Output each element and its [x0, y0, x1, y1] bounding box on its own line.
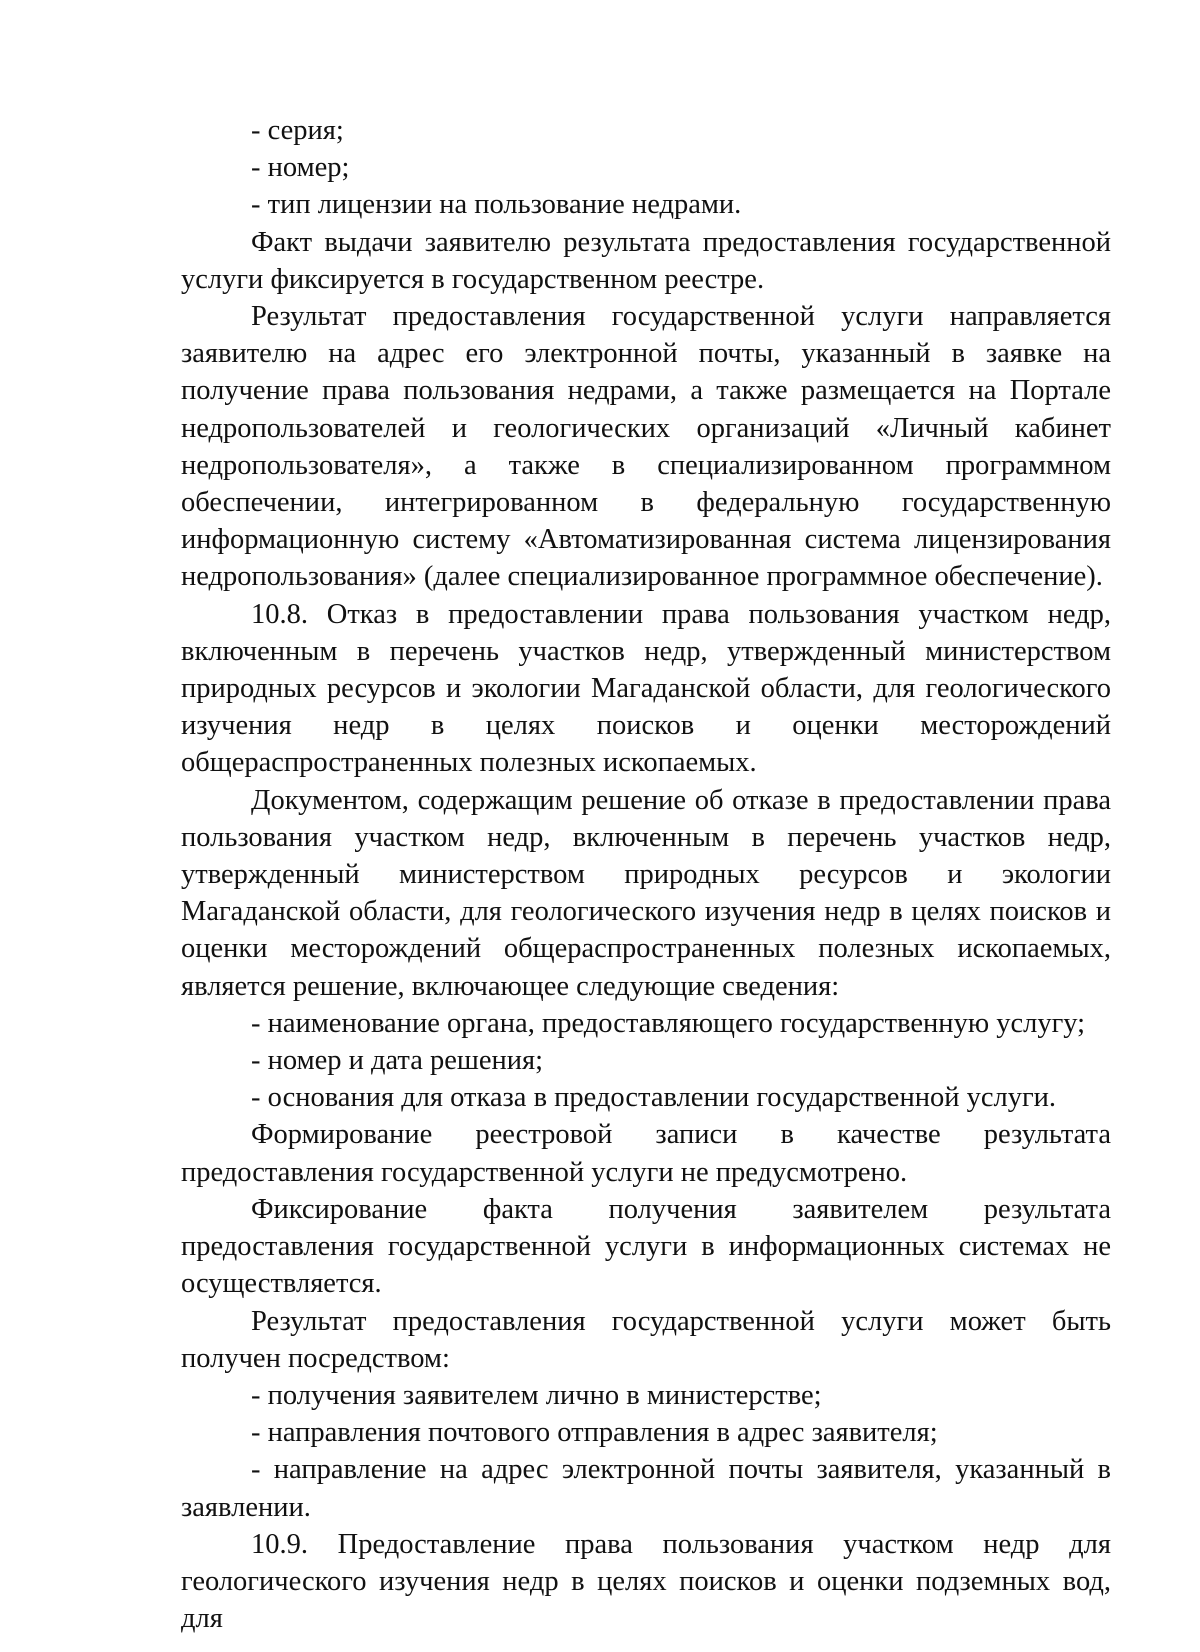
list-item-license-type: - тип лицензии на пользование недрами.: [251, 189, 742, 221]
list-item-in-person: - получения заявителем лично в министерстве;: [251, 1379, 822, 1411]
list-item-email: - направление на адрес электронной почты заявителя, указанный в заявлении.: [181, 1454, 1111, 1523]
list-item-number: - номер;: [251, 152, 350, 184]
paragraph-refusal-document: Документом, содержащим решение об отказе в предоставлении права пользования участком недр, включенным в перечень участков недр, утвержденный министерством природных ресурсов и экологии Магаданской области, для геологического изучения недр в целях поисков и оценки месторождений общераспространенных полезных ископаемых, является решение, включающее следующие сведения:: [181, 784, 1111, 1002]
list-item-refusal-grounds: - основания для отказа в предоставлении государственной услуги.: [251, 1082, 1057, 1114]
paragraph-result-sent: Результат предоставления государственной услуги направляется заявителю на адрес его электронной почты, указанный в заявке на получение права пользования недрами, а также размещается на Портале недропользователей и геологических организаций «Личный кабинет недропользователя», а также в специализированном программном обеспечении, интегрированном в федеральную государственную информационную систему «Автоматизированная система лицензирования недропользования» (далее специализированное программное обеспечение).: [181, 301, 1111, 593]
document-body: [181, 112, 1111, 1637]
paragraph-result-obtained: Результат предоставления государственной услуги может быть получен посредством:: [181, 1305, 1111, 1374]
paragraph-section-10-8: 10.8. Отказ в предоставлении права пользования участком недр, включенным в перечень участков недр, утвержденный министерством природных ресурсов и экологии Магаданской области, для геологического изучения недр в целях поисков и оценки месторождений общераспространенных полезных ископаемых.: [181, 598, 1111, 779]
list-item-decision-number-date: - номер и дата решения;: [251, 1045, 544, 1077]
list-item-authority-name: - наименование органа, предоставляющего государственную услугу;: [251, 1007, 1086, 1039]
paragraph-registry-record: Формирование реестровой записи в качестве результата предоставления государственной услуги не предусмотрено.: [181, 1119, 1111, 1188]
paragraph-section-10-9: 10.9. Предоставление права пользования участком недр для геологического изучения недр в целях поисков и оценки подземных вод, для: [181, 1528, 1111, 1635]
paragraph-registry-fact: Факт выдачи заявителю результата предоставления государственной услуги фиксируется в государственном реестре.: [181, 226, 1111, 295]
list-item-series: - серия;: [251, 115, 344, 146]
list-item-postal: - направления почтового отправления в адрес заявителя;: [251, 1417, 938, 1449]
paragraph-fixation-fact: Фиксирование факта получения заявителем результата предоставления государственной услуги в информационных системах не осуществляется.: [181, 1193, 1111, 1300]
